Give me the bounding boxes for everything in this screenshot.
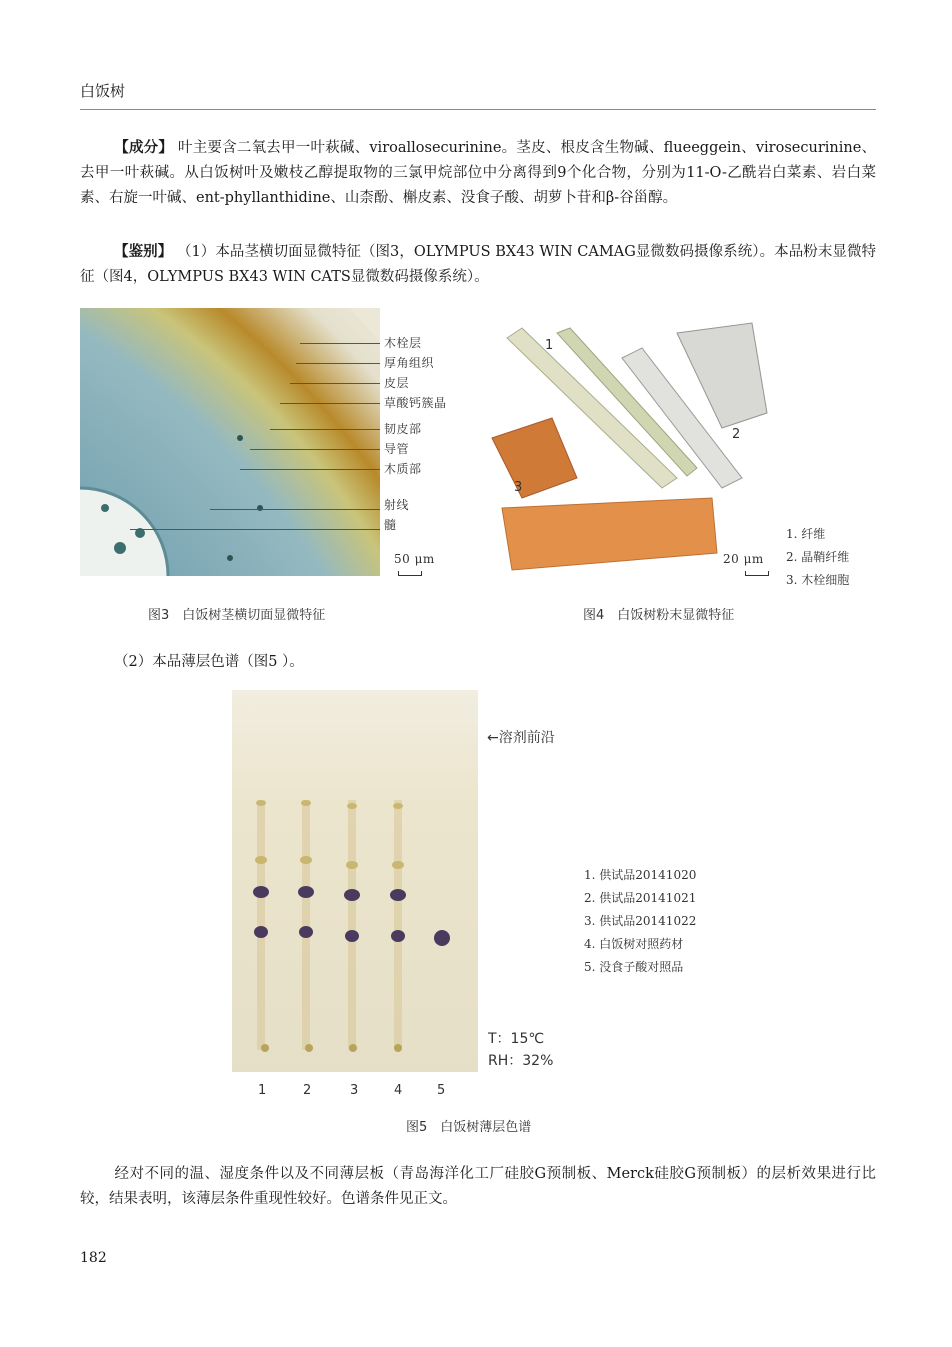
figure3-labels <box>384 333 447 535</box>
leader-line <box>130 529 380 530</box>
conclusion-paragraph: 经对不同的温、湿度条件以及不同薄层板（青岛海洋化工厂硅胶G预制板、Merck硅胶G预制板）的层析效果进行比较，结果表明，该薄层条件重现性较好。色谱条件见正文。 <box>80 1166 876 1207</box>
lane-number: 5 <box>437 1083 446 1098</box>
relative-humidity: RH：32% <box>488 1053 554 1069</box>
leader-line <box>250 449 380 450</box>
legend-sample-3: 3. 供试品20141022 <box>584 914 697 928</box>
figure3-caption: 图3 白饭树茎横切面显微特征 <box>148 608 326 623</box>
identification-label: 【鉴别】 <box>114 244 173 260</box>
figure3-scale-bar <box>398 571 422 576</box>
label-collenchyma: 厚角组织 <box>384 356 435 370</box>
running-header: 白饭树 <box>80 82 126 100</box>
label-cork-layer: 木栓层 <box>384 336 422 350</box>
identification-paragraph <box>80 240 876 290</box>
figure3-scale-label: 50 μm <box>394 552 435 566</box>
leader-line <box>270 429 380 430</box>
figure5-caption: 图5 白饭树薄层色谱 <box>406 1120 532 1135</box>
label-vessel: 导管 <box>384 442 410 456</box>
legend-crystal-fiber: 2. 晶鞘纤维 <box>786 550 850 564</box>
label-ray: 射线 <box>384 498 410 512</box>
leader-line <box>290 383 380 384</box>
figure4-num-1: 1 <box>545 338 554 353</box>
figure4-caption: 图4 白饭树粉末显微特征 <box>583 608 735 623</box>
legend-reference-herb: 4. 白饭树对照药材 <box>584 937 684 951</box>
identification-text: （1）本品茎横切面显微特征（图3，OLYMPUS BX43 WIN CAMAG显微数码摄像系统）。本品粉末显微特征（图4，OLYMPUS BX43 WIN CATS显微数码摄像系统）。 <box>80 244 877 285</box>
legend-cork-cell: 3. 木栓细胞 <box>786 573 850 587</box>
page-number: 182 <box>80 1250 107 1266</box>
figure4-scale-label: 20 μm <box>723 552 764 566</box>
figure5-legend <box>584 864 696 979</box>
label-cortex: 皮层 <box>384 376 410 390</box>
lane-number: 1 <box>258 1083 267 1098</box>
powder-micrograph-image <box>482 308 772 576</box>
lane-number: 3 <box>350 1083 359 1098</box>
header-divider <box>80 109 876 110</box>
leader-line <box>280 403 380 404</box>
tlc-intro: （2）本品薄层色谱（图5 ）。 <box>114 654 304 670</box>
figure4-scale-bar <box>745 571 769 576</box>
figure4-num-3: 3 <box>514 480 523 495</box>
solvent-front-label: ←溶剂前沿 <box>487 730 555 746</box>
legend-sample-1: 1. 供试品20141020 <box>584 868 697 882</box>
legend-gallic-acid: 5. 没食子酸对照品 <box>584 960 684 974</box>
label-phloem: 韧皮部 <box>384 422 422 436</box>
temperature: T：15℃ <box>488 1031 545 1047</box>
figure4-legend <box>786 523 849 592</box>
leader-line <box>300 343 380 344</box>
figure4-num-2: 2 <box>732 427 741 442</box>
tlc-conditions <box>488 1028 553 1072</box>
composition-paragraph <box>80 136 876 211</box>
legend-fiber: 1. 纤维 <box>786 527 826 541</box>
label-calcium-oxalate: 草酸钙簇晶 <box>384 396 447 410</box>
leader-line <box>296 363 380 364</box>
composition-text: 叶主要含二氧去甲一叶萩碱、viroallosecurinine。茎皮、根皮含生物碱、flueeggein、virosecurinine、去甲一叶萩碱。从白饭树叶及嫩枝乙醇提取物的三氯甲烷部位中分离得到9个化合物，分别为11-O-乙酰岩白菜素、岩白菜素、右旋一叶碱、ent-phyllanthidine、山柰酚、槲皮素、没食子酸、胡萝卜苷和β-谷甾醇。 <box>80 140 877 206</box>
tlc-plate-image <box>232 690 478 1072</box>
leader-line <box>210 509 380 510</box>
lane-number: 2 <box>303 1083 312 1098</box>
composition-label: 【成分】 <box>114 140 174 156</box>
lane-number: 4 <box>394 1083 403 1098</box>
stem-cross-section-image <box>80 308 380 576</box>
legend-sample-2: 2. 供试品20141021 <box>584 891 697 905</box>
label-pith: 髓 <box>384 518 397 532</box>
label-xylem: 木质部 <box>384 462 422 476</box>
leader-line <box>240 469 380 470</box>
